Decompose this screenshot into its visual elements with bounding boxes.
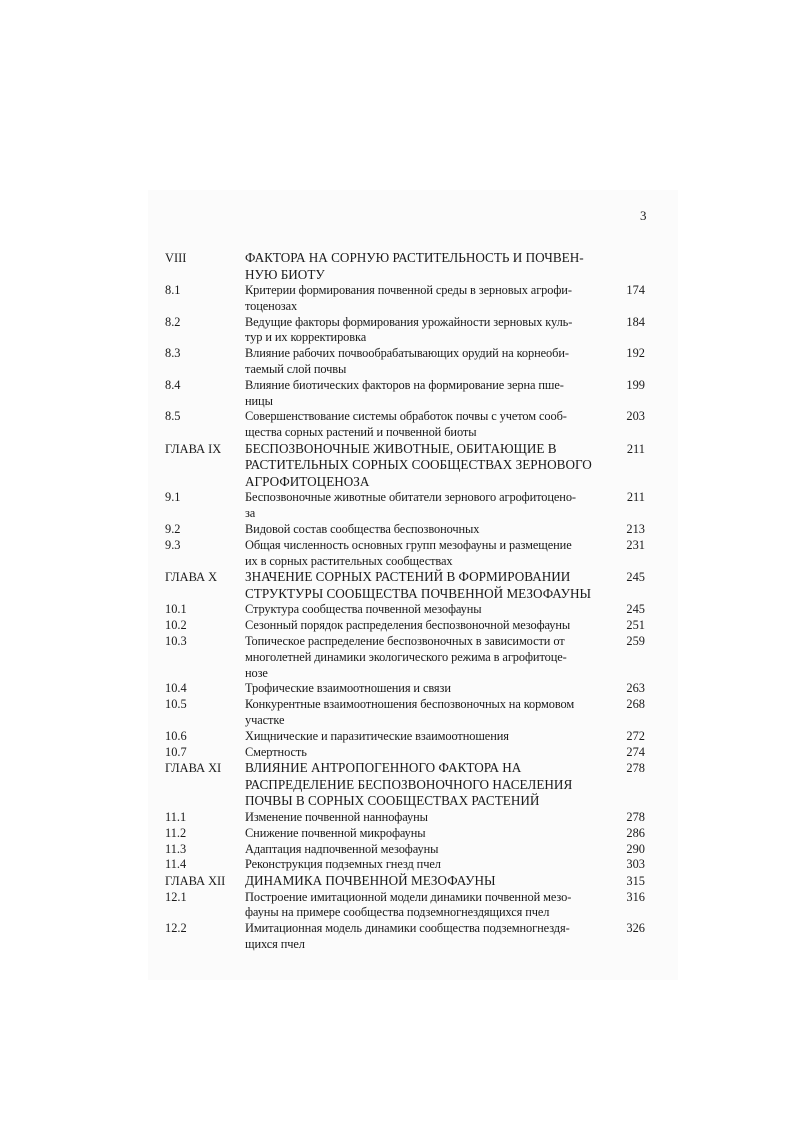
- toc-section-entry: [165, 826, 645, 842]
- toc-entry-page: 316: [626, 889, 645, 904]
- toc-entry-title-line: Имитационная модель динамики сообщества подземногнездя-: [245, 921, 570, 936]
- toc-entry-number: 10.5: [165, 697, 187, 712]
- toc-entry-title-line: Влияние биотических факторов на формирование зерна пше-: [245, 377, 564, 392]
- toc-chapter-entry: [165, 250, 645, 283]
- toc-entry-title: [245, 681, 612, 697]
- toc-entry-title-line: Снижение почвенной микрофауны: [245, 825, 426, 840]
- toc-entry-title-line: БЕСПОЗВОНОЧНЫЕ ЖИВОТНЫЕ, ОБИТАЮЩИЕ В: [245, 440, 557, 456]
- toc-entry-title-line: тур и их корректировка: [245, 330, 367, 345]
- toc-entry-page: 303: [626, 857, 645, 872]
- toc-entry-title-line: щества сорных растений и почвенной биоты: [245, 425, 477, 440]
- toc-section-entry: [165, 378, 645, 410]
- toc-entry-title: [245, 283, 612, 315]
- toc-section-entry: [165, 697, 645, 729]
- toc-section-entry: [165, 745, 645, 761]
- toc-entry-title-line: ницы: [245, 393, 273, 408]
- toc-entry-number: 10.3: [165, 634, 187, 649]
- toc-entry-number: 12.2: [165, 921, 187, 936]
- toc-entry-title-line: Смертность: [245, 744, 307, 759]
- toc-entry-page: 251: [626, 618, 645, 633]
- toc-section-entry: [165, 409, 645, 441]
- toc-entry-title-line: Беспозвоночные животные обитатели зернового агрофитоцено-: [245, 490, 576, 505]
- toc-entry-title: [245, 618, 612, 634]
- toc-entry-page: 259: [626, 634, 645, 649]
- toc-entry-number: 8.2: [165, 314, 181, 329]
- toc-chapter-entry: [165, 441, 645, 491]
- toc-entry-title-line: ВЛИЯНИЕ АНТРОПОГЕННОГО ФАКТОРА НА: [245, 760, 522, 776]
- toc-entry-page: 203: [626, 409, 645, 424]
- toc-entry-title: [245, 729, 612, 745]
- toc-entry-title: [245, 250, 612, 283]
- toc-entry-page: 211: [626, 490, 645, 505]
- toc-entry-title-line: СТРУКТУРЫ СООБЩЕСТВА ПОЧВЕННОЙ МЕЗОФАУНЫ: [245, 585, 592, 601]
- toc-entry-title-line: участке: [245, 713, 285, 728]
- toc-section-entry: [165, 890, 645, 922]
- toc-entry-number: 9.2: [165, 522, 181, 537]
- toc-entry-number: ГЛАВА XI: [165, 761, 222, 776]
- toc-entry-title-line: тоценозах: [245, 298, 298, 313]
- toc-entry-title-line: Видовой состав сообщества беспозвоночных: [245, 522, 480, 537]
- toc-entry-number: 10.4: [165, 681, 187, 696]
- toc-section-entry: [165, 729, 645, 745]
- toc-entry-number: ГЛАВА XII: [165, 874, 226, 889]
- toc-entry-title-line: ЗНАЧЕНИЕ СОРНЫХ РАСТЕНИЙ В ФОРМИРОВАНИИ: [245, 569, 571, 585]
- toc-entry-number: 9.1: [165, 490, 181, 505]
- toc-entry-title-line: фауны на примере сообщества подземногнездящихся пчел: [245, 905, 550, 920]
- toc-entry-number: 8.5: [165, 409, 181, 424]
- toc-section-entry: [165, 857, 645, 873]
- toc-entry-title: [245, 315, 612, 347]
- toc-entry-title: [245, 569, 612, 602]
- toc-entry-title: [245, 857, 612, 873]
- toc-section-entry: [165, 602, 645, 618]
- toc-entry-page: 245: [626, 602, 645, 617]
- toc-section-entry: [165, 618, 645, 634]
- toc-entry-page: 268: [626, 697, 645, 712]
- toc-entry-title: [245, 538, 612, 570]
- toc-entry-title-line: ДИНАМИКА ПОЧВЕННОЙ МЕЗОФАУНЫ: [245, 873, 496, 889]
- toc-entry-title: [245, 634, 612, 681]
- toc-section-entry: [165, 842, 645, 858]
- toc-entry-title-line: за: [245, 506, 256, 521]
- toc-section-entry: [165, 810, 645, 826]
- toc-entry-title-line: Общая численность основных групп мезофауны и размещение: [245, 537, 572, 552]
- toc-entry-number: 8.3: [165, 346, 181, 361]
- toc-entry-number: 12.1: [165, 889, 187, 904]
- toc-entry-title: [245, 378, 612, 410]
- toc-entry-title-line: Сезонный порядок распределения беспозвоночной мезофауны: [245, 618, 571, 633]
- toc-entry-title-line: таемый слой почвы: [245, 361, 347, 376]
- toc-entry-page: 274: [626, 744, 645, 759]
- toc-section-entry: [165, 522, 645, 538]
- toc-entry-number: 10.1: [165, 602, 187, 617]
- toc-entry-page: 174: [626, 283, 645, 297]
- toc-entry-title-line: многолетней динамики экологического режима в агрофитоце-: [245, 649, 567, 664]
- toc-entry-page: 272: [626, 728, 645, 743]
- toc-chapter-entry: [165, 569, 645, 602]
- table-of-contents: [165, 250, 645, 953]
- toc-entry-title: [245, 346, 612, 378]
- toc-entry-page: 245: [626, 570, 645, 585]
- toc-entry-number: 11.3: [165, 841, 187, 856]
- toc-entry-title-line: нозе: [245, 665, 268, 680]
- toc-entry-page: 278: [626, 761, 645, 776]
- toc-entry-title-line: АГРОФИТОЦЕНОЗА: [245, 473, 370, 489]
- toc-entry-title-line: Хищнические и паразитические взаимоотношения: [245, 728, 509, 743]
- toc-entry-page: 192: [626, 346, 645, 361]
- toc-entry-page: 326: [626, 921, 645, 936]
- toc-section-entry: [165, 634, 645, 681]
- toc-entry-title-line: Топическое распределение беспозвоночных в зависимости от: [245, 634, 565, 649]
- toc-section-entry: [165, 346, 645, 378]
- toc-entry-title: [245, 810, 612, 826]
- toc-section-entry: [165, 921, 645, 953]
- toc-entry-title-line: Трофические взаимоотношения и связи: [245, 681, 451, 696]
- toc-entry-title-line: РАСПРЕДЕЛЕНИЕ БЕСПОЗВОНОЧНОГО НАСЕЛЕНИЯ: [245, 776, 573, 792]
- toc-entry-title-line: НУЮ БИОТУ: [245, 266, 325, 282]
- toc-entry-title: [245, 842, 612, 858]
- toc-entry-title: [245, 490, 612, 522]
- toc-section-entry: [165, 490, 645, 522]
- toc-entry-page: 278: [626, 809, 645, 824]
- toc-entry-title-line: Изменение почвенной наннофауны: [245, 809, 428, 824]
- toc-entry-title-line: щихся пчел: [245, 937, 305, 951]
- toc-entry-title: [245, 522, 612, 538]
- toc-entry-number: 9.3: [165, 537, 181, 552]
- toc-entry-number: 10.6: [165, 728, 187, 743]
- toc-entry-title: [245, 921, 612, 953]
- toc-entry-title-line: ФАКТОРА НА СОРНУЮ РАСТИТЕЛЬНОСТЬ И ПОЧВЕН-: [245, 250, 584, 265]
- toc-entry-title: [245, 873, 612, 890]
- toc-entry-number: VIII: [165, 251, 187, 265]
- toc-entry-title-line: РАСТИТЕЛЬНЫХ СОРНЫХ СООБЩЕСТВАХ ЗЕРНОВОГО: [245, 457, 592, 473]
- toc-section-entry: [165, 538, 645, 570]
- toc-entry-title: [245, 890, 612, 922]
- toc-entry-title-line: Конкурентные взаимоотношения беспозвоночных на кормовом: [245, 697, 575, 712]
- toc-entry-title-line: Ведущие факторы формирования урожайности зерновых куль-: [245, 314, 573, 329]
- page-number: 3: [640, 208, 647, 223]
- toc-entry-title-line: Критерии формирования почвенной среды в зерновых агрофи-: [245, 283, 572, 297]
- toc-entry-title-line: Структура сообщества почвенной мезофауны: [245, 602, 482, 617]
- toc-entry-page: 213: [626, 522, 645, 537]
- toc-section-entry: [165, 283, 645, 315]
- toc-entry-title-line: ПОЧВЫ В СОРНЫХ СООБЩЕСТВАХ РАСТЕНИЙ: [245, 793, 540, 809]
- toc-entry-title: [245, 441, 612, 491]
- toc-entry-title: [245, 602, 612, 618]
- toc-entry-number: ГЛАВА X: [165, 570, 218, 585]
- toc-entry-number: ГЛАВА IX: [165, 441, 222, 456]
- toc-entry-title-line: их в сорных растительных сообществах: [245, 553, 453, 568]
- toc-entry-title: [245, 697, 612, 729]
- toc-entry-number: 11.1: [165, 809, 187, 824]
- toc-entry-page: 315: [626, 874, 645, 889]
- toc-entry-page: 286: [626, 825, 645, 840]
- toc-entry-title-line: Совершенствование системы обработок почвы с учетом сооб-: [245, 409, 567, 424]
- toc-entry-page: 231: [626, 537, 645, 552]
- toc-entry-number: 8.4: [165, 377, 181, 392]
- toc-entry-title: [245, 745, 612, 761]
- toc-entry-page: 199: [626, 377, 645, 392]
- toc-entry-page: 263: [626, 681, 645, 696]
- toc-chapter-entry: [165, 873, 645, 890]
- toc-entry-title-line: Построение имитационной модели динамики почвенной мезо-: [245, 889, 572, 904]
- toc-section-entry: [165, 681, 645, 697]
- toc-entry-title: [245, 760, 612, 810]
- toc-entry-number: 10.7: [165, 744, 187, 759]
- toc-entry-number: 10.2: [165, 618, 187, 633]
- toc-section-entry: [165, 315, 645, 347]
- toc-entry-title-line: Реконструкция подземных гнезд пчел: [245, 857, 441, 872]
- toc-entry-title-line: Адаптация надпочвенной мезофауны: [245, 841, 439, 856]
- toc-entry-page: 211: [626, 441, 645, 456]
- toc-entry-page: 290: [626, 841, 645, 856]
- toc-entry-page: 184: [626, 314, 645, 329]
- toc-entry-number: 11.2: [165, 825, 187, 840]
- toc-entry-number: 8.1: [165, 283, 181, 297]
- toc-entry-title: [245, 409, 612, 441]
- toc-entry-title-line: Влияние рабочих почвообрабатывающих орудий на корнеоби-: [245, 346, 569, 361]
- toc-chapter-entry: [165, 760, 645, 810]
- toc-entry-title: [245, 826, 612, 842]
- toc-entry-number: 11.4: [165, 857, 187, 872]
